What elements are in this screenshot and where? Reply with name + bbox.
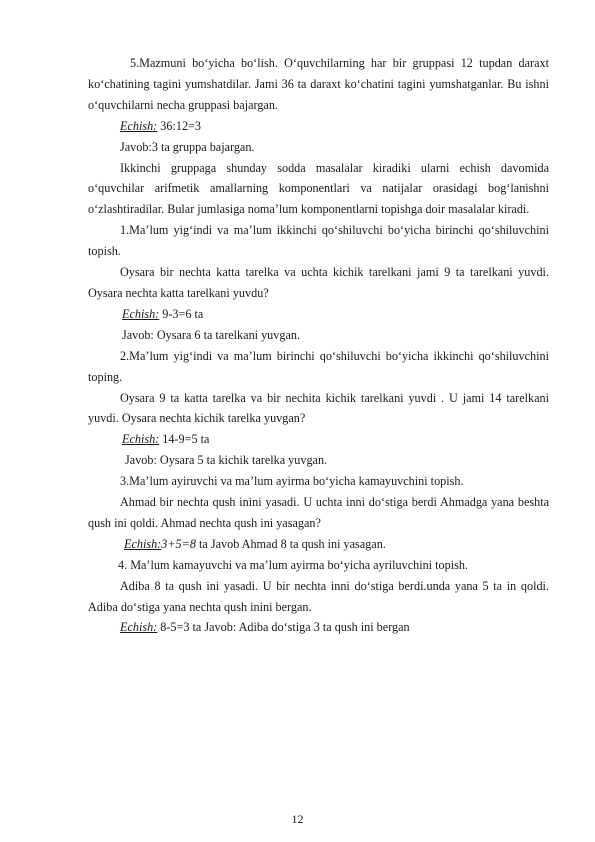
case-3-heading: 3.Ma’lum ayiruvchi va ma’lum ayirma bo‘yicha kamayuvchini topish. [120,474,464,489]
solution-case-2 [88,429,549,450]
case-2-problem: Oysara 9 ta katta tarelka va bir nechita kichik tarelkani yuvdi . U jami 14 tarelkani yuvdi. Oysara nechta kichik tarelka yuvgan? [88,390,549,426]
solution-label: Echish: [120,118,158,133]
solution-5-formula: 36:12=3 [157,118,202,133]
answer-case-2: Javob: Oysara 5 ta kichik tarelka yuvgan. [122,453,328,468]
case-4-problem: Adiba 8 ta qush ini yasadi. U bir nechta inni do‘stiga berdi.unda yana 5 ta in qoldi. Adiba do‘stiga yana nechta qush inini bergan. [88,578,549,614]
page-number: 12 [291,812,304,826]
case-4-heading: 4. Ma’lum kamayuvchi va ma’lum ayirma bo‘yicha ayriluvchini topish. [118,557,468,572]
solution-5 [88,116,549,137]
solution-case-4-answer: 8-5=3 ta Javob: Adiba do‘stiga 3 ta qush ini bergan [157,620,410,635]
case-2-heading: 2.Ma’lum yig‘indi va ma’lum birinchi qo‘shiluvchi bo‘yicha ikkinchi qo‘shiluvchini toping. [88,348,549,384]
solution-label: Echish: [120,620,158,635]
solution-case-1 [88,304,549,325]
solution-case-1-formula: 9-3=6 ta [159,306,204,321]
page-body [88,53,549,638]
solution-case-3 [88,534,549,555]
problem-5-statement: 5.Mazmuni bo‘yicha bo‘lish. O‘quvchilarning har bir gruppasi 12 tupdan daraxt ko‘chatining tagini yumshatdilar. Jami 36 ta daraxt ko‘chatini tagini yumshatganlar. Bu ishni o‘quvchilarni necha gruppasi bajargan. [88,56,549,112]
solution-case-2-formula: 14-9=5 ta [159,432,210,447]
solution-label: Echish: [124,536,162,551]
case-1-problem: Oysara bir nechta katta tarelka va uchta kichik tarelkani jami 9 ta tarelkani yuvdi. Oysara nechta katta tarelkani yuvdu? [88,265,549,300]
solution-case-3-formula: 3+5=8 [161,536,196,551]
answer-case-1: Javob: Oysara 6 ta tarelkani yuvgan. [122,327,301,342]
solution-label: Echish: [122,432,160,447]
second-group-intro: Ikkinchi gruppaga shunday sodda masalalar kiradiki ularni echish davomida o‘quvchilar arifmetik amallarning komponentlari va natijalar orasidagi bog‘lanishni o‘zlashtiradilar. Bular jumlasiga noma’lum komponentlarni topishga doir masalalar kiradi. [88,160,549,217]
solution-label: Echish: [122,306,160,321]
solution-case-4 [88,617,549,638]
answer-5: Javob:3 ta gruppa bajargan. [120,139,255,154]
solution-case-3-answer: ta Javob Ahmad 8 ta qush ini yasagan. [195,536,386,551]
problem-5-text [88,53,549,116]
case-3-problem: Ahmad bir nechta qush inini yasadi. U uchta inni do‘stiga berdi Ahmadga yana beshta qush ini qoldi. Ahmad nechta qush ini yasagan? [88,495,549,530]
case-1-heading: 1.Ma’lum yig‘indi va ma’lum ikkinchi qo‘shiluvchi bo‘yicha birinchi qo‘shiluvchini topish. [88,223,549,259]
